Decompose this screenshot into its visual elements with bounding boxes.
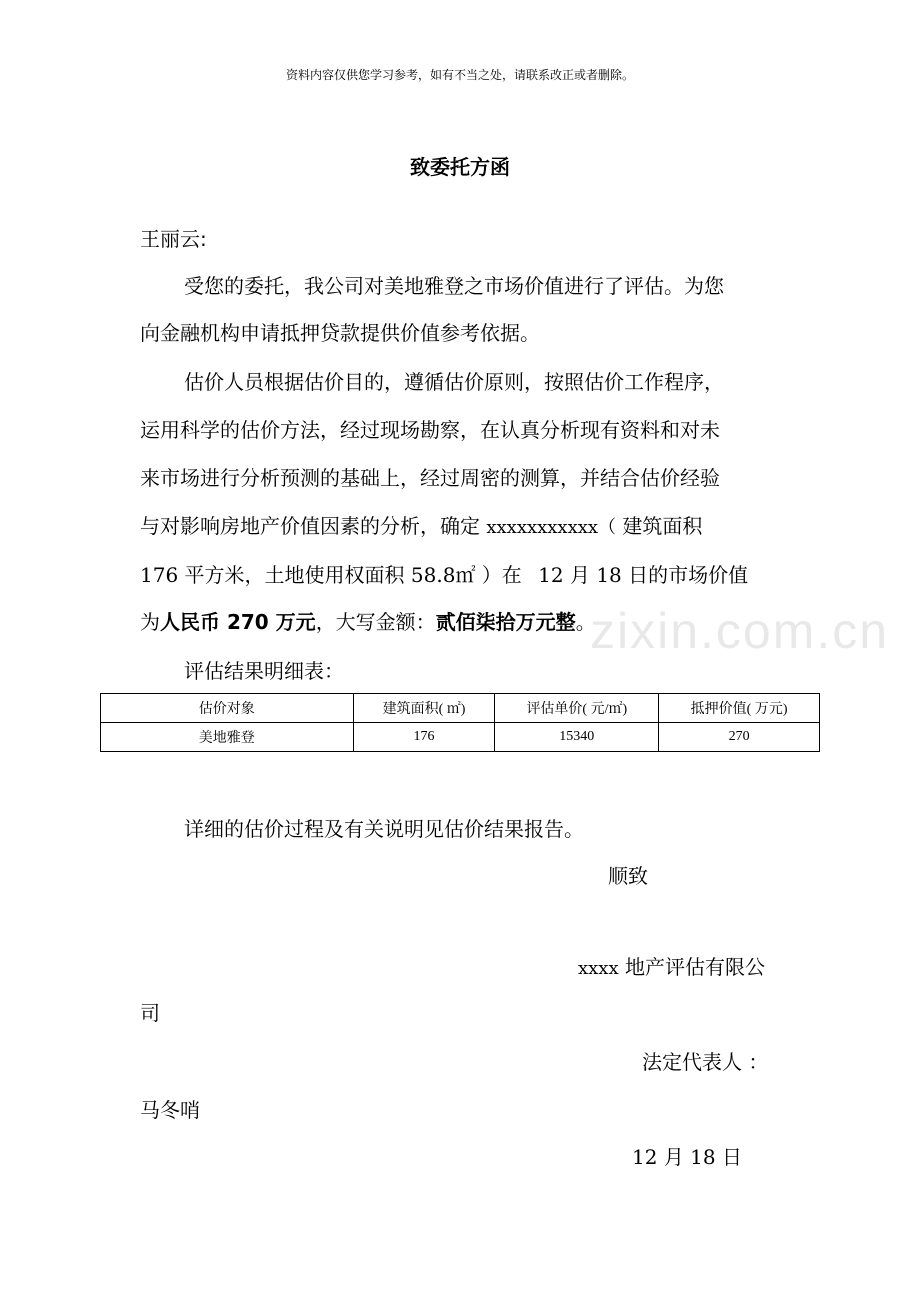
building-area-value: 176 — [140, 563, 179, 587]
table-cell: 15340 — [495, 723, 659, 752]
para2-line6-text: ，大写金额： — [315, 610, 436, 634]
para2-line5 — [140, 563, 748, 587]
table-cell: 270 — [659, 723, 820, 752]
date-month: 12 — [632, 1145, 658, 1169]
table-cell: 176 — [353, 723, 495, 752]
company-line — [578, 955, 765, 981]
company-prefix: xxxx — [578, 958, 619, 979]
table-header-cell: 评估单价( 元/㎡) — [495, 694, 659, 723]
table-header-row — [101, 694, 820, 723]
watermark: zixin.com.cn — [590, 603, 890, 659]
para2-line5-text: 平方米，土地使用权面积 — [184, 563, 405, 587]
para2-line3: 来市场进行分析预测的基础上，经过周密的测算，并结合估价经验 — [140, 466, 720, 490]
month-value: 12 — [538, 563, 564, 587]
amount-words: 贰佰柒拾万元整 — [435, 610, 576, 634]
date-day-label: 日 — [721, 1145, 742, 1169]
salutation: 王丽云: — [140, 227, 207, 251]
date-month-label: 月 — [663, 1145, 684, 1169]
para1-line1: 受您的委托，我公司对美地雅登之市场价值进行了评估。为您 — [184, 274, 724, 298]
land-area-value: 58.8㎡ — [410, 563, 476, 587]
para2-line4-text: 与对影响房地产价值因素的分析，确定 — [140, 514, 480, 538]
header-note: 资料内容仅供您学习参考，如有不当之处，请联系改正或者删除。 — [285, 68, 634, 82]
para2-line5-tail: 日的市场价值 — [628, 563, 749, 587]
rep-name: 马冬哨 — [140, 1098, 200, 1122]
date-day: 18 — [690, 1145, 716, 1169]
rep-label: 法定代表人 ： — [642, 1050, 769, 1074]
para2-line2: 运用科学的估价方法，经过现场勘察，在认真分析现有资料和对未 — [140, 418, 720, 442]
page-title: 致委托方函 — [410, 155, 510, 179]
para1-line2: 向金融机构申请抵押贷款提供价值参考依据。 — [140, 321, 540, 345]
table-caption: 评估结果明细表： — [184, 659, 344, 683]
result-table — [100, 693, 820, 752]
closing: 顺致 — [608, 864, 648, 888]
company-suffix: 司 — [140, 1001, 160, 1025]
para2-line6-end: 。 — [575, 610, 596, 634]
table-header-cell: 建筑面积( ㎡) — [353, 694, 495, 723]
amount-figure: 人民币 270 万元 — [160, 610, 316, 634]
para2-line4-tail: 建筑面积 — [622, 514, 703, 538]
month-label: 月 — [569, 563, 590, 587]
para2-line1: 估价人员根据估价目的，遵循估价原则，按照估价工作程序， — [184, 370, 724, 394]
property-code: xxxxxxxxxxx（ — [486, 517, 617, 538]
table-header-cell: 估价对象 — [101, 694, 354, 723]
detail-note: 详细的估价过程及有关说明见估价结果报告。 — [184, 817, 584, 841]
para2-line6-lead: 为 — [140, 610, 160, 634]
company-name: 地产评估有限公 — [624, 955, 765, 979]
table-header-cell: 抵押价值( 万元) — [659, 694, 820, 723]
para2-line6 — [140, 610, 596, 634]
para2-line5-text2: ）在 — [481, 563, 522, 587]
table-cell: 美地雅登 — [101, 723, 354, 752]
date — [632, 1145, 742, 1169]
table-row — [101, 723, 820, 752]
para2-line4 — [140, 514, 702, 540]
day-value: 18 — [596, 563, 622, 587]
